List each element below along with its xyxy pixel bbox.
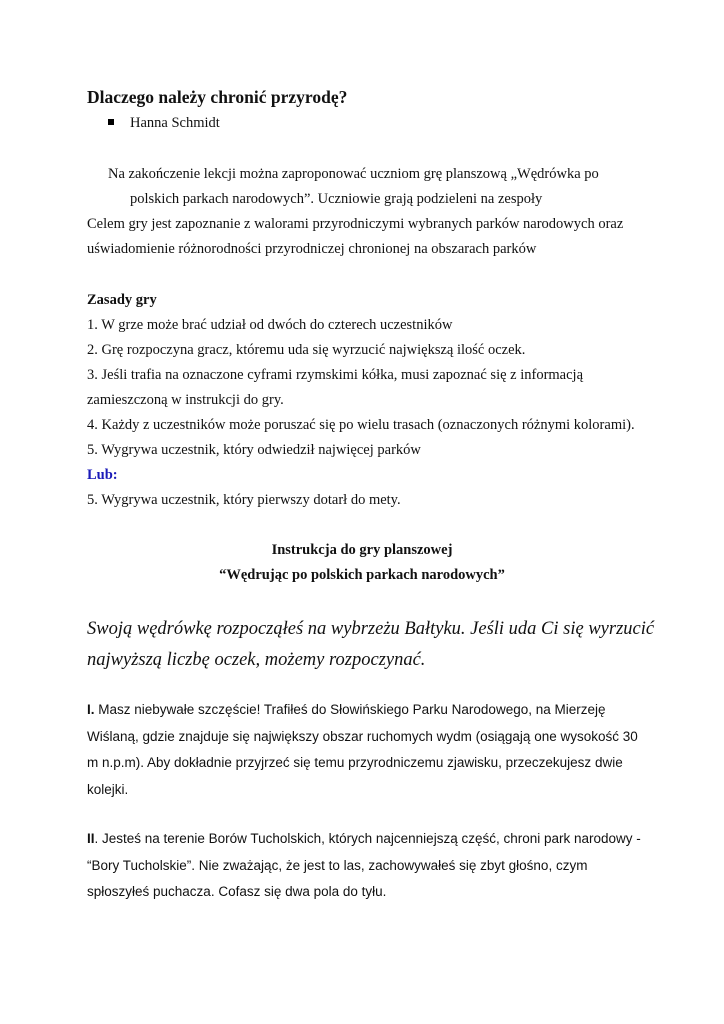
square-bullet-icon [108,119,114,125]
intro-line-3: Celem gry jest zapoznanie z walorami przyrodniczymi wybranych parków narodowych oraz [87,216,624,232]
page-title: Dlaczego należy chronić przyrodę? [87,87,348,107]
intro-line-2: polskich parkach narodowych”. Uczniowie grają podzieleni na zespoły [130,191,543,207]
section-numeral: II [87,831,95,846]
rule-item: 1. W grze może brać udział od dwóch do czterech uczestników [87,317,453,333]
rule-item: zamieszczoną w instrukcji do gry. [87,392,284,408]
section-numeral: I. [87,702,95,717]
rule-item-alt: 5. Wygrywa uczestnik, który pierwszy dotarł do mety. [87,492,401,508]
author-name: Hanna Schmidt [130,115,220,131]
rule-item: 2. Grę rozpoczyna gracz, któremu uda się wyrzucić największą ilość oczek. [87,342,526,358]
intro-line-4: uświadomienie różnorodności przyrodniczej chronionej na obszarach parków [87,241,537,257]
rules-heading: Zasady gry [87,292,157,308]
author-bullet [108,115,220,132]
section-text: Masz niebywałe szczęście! Trafiłeś do Słowińskiego Parku Narodowego, na Mierzeję Wiślaną, gdzie znajduje się największy obszar ruchomych wydm (osiągają one wysokość 30 m n.p.m). Aby dokładnie przyjrzeć się temu przyrodniczemu zjawisku, przeczekujesz dwie kolejki. [87,702,638,797]
or-label: Lub: [87,467,118,483]
section-text: . Jesteś na terenie Borów Tucholskich, których najcenniejszą część, chroni park narodowy - “Bory Tucholskie”. Nie zważając, że jest to las, zachowywałeś się zbyt głośno, czym spłoszyłeś puchacza. Cofasz się dwa pola do tyłu. [87,831,641,900]
rule-item: 3. Jeśli trafia na oznaczone cyframi rzymskimi kółka, musi zapoznać się z informacją [87,367,584,383]
journey-intro-line-2: najwyższą liczbę oczek, możemy rozpoczynać. [87,650,426,670]
instructions-subheading: “Wędrując po polskich parkach narodowych” [219,567,505,583]
intro-line-1: Na zakończenie lekcji można zaproponować uczniom grę planszową „Wędrówka po [108,166,599,182]
section-i [87,697,647,803]
journey-intro-line-1: Swoją wędrówkę rozpocząłeś na wybrzeżu Bałtyku. Jeśli uda Ci się wyrzucić [87,619,655,639]
instructions-heading: Instrukcja do gry planszowej [271,542,453,558]
rule-item: 4. Każdy z uczestników może poruszać się po wielu trasach (oznaczonych różnymi kolorami). [87,417,635,433]
section-ii [87,826,647,906]
rule-item: 5. Wygrywa uczestnik, który odwiedził najwięcej parków [87,442,421,458]
